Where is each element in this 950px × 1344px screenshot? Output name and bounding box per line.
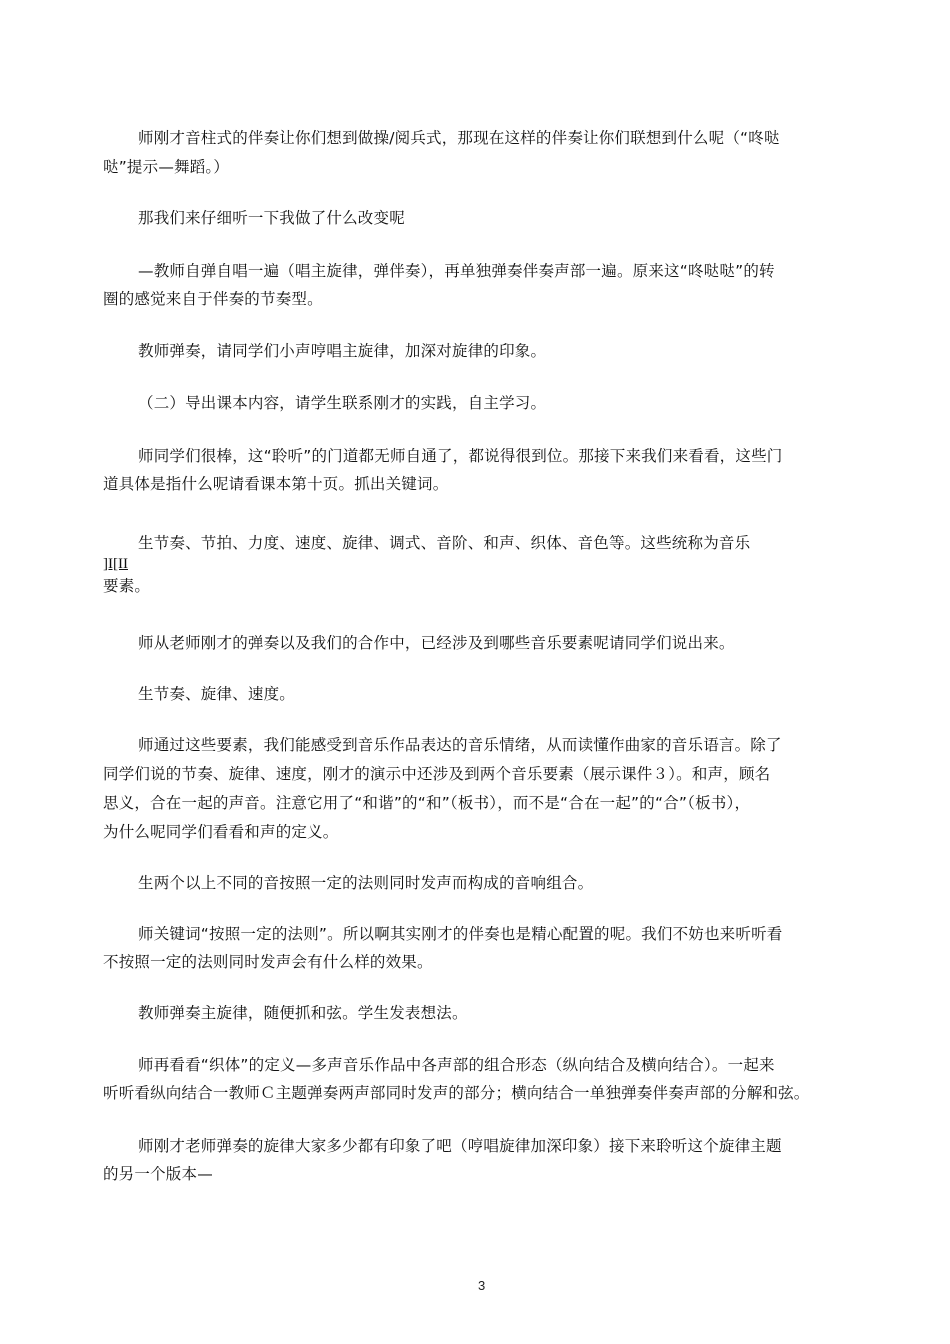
paragraph-14-line-2: 听听看纵向结合一教师Ｃ主题弹奏两声部同时发声的部分；横向结合一单独弹奏伴奏声部的分解和弦。 [103,1084,810,1102]
paragraph-12-line-1: 师关键词“按照一定的法则”。所以啊其实刚才的伴奏也是精心配置的呢。我们不妨也来听听看 [138,925,783,943]
paragraph-10-line-4: 为什么呢同学们看看和声的定义。 [103,823,339,841]
paragraph-7-artifact: ]I[II [103,556,128,572]
paragraph-1-line-1: 师刚才音柱式的伴奏让你们想到做操/阅兵式，那现在这样的伴奏让你们联想到什么呢（“咚哒 [138,129,780,147]
paragraph-13-line-1: 教师弹奏主旋律，随便抓和弦。学生发表想法。 [138,1004,468,1022]
paragraph-10-line-2: 同学们说的节奏、旋律、速度，刚才的演示中还涉及到两个音乐要素（展示课件３）。和声，顾名 [103,765,771,783]
paragraph-10-line-3: 思义，合在一起的声音。注意它用了“和谐”的“和”（板书），而不是“合在一起”的“合”（板书）， [103,794,751,812]
paragraph-1-line-2: 哒”提示—舞蹈。） [103,158,230,176]
paragraph-10-line-1: 师通过这些要素，我们能感受到音乐作品表达的音乐情绪，从而读懂作曲家的音乐语言。除了 [138,736,782,754]
paragraph-7-line-1: 生节奏、节拍、力度、速度、旋律、调式、音阶、和声、织体、音色等。这些统称为音乐 [138,534,751,552]
paragraph-6-line-1: 师同学们很棒，这“聆听”的门道都无师自通了，都说得很到位。那接下来我们来看看，这些门 [138,447,783,465]
paragraph-3-line-2: 圈的感觉来自于伴奏的节奏型。 [103,290,323,308]
paragraph-15-line-1: 师刚才老师弹奏的旋律大家多少都有印象了吧（哼唱旋律加深印象）接下来聆听这个旋律主题 [138,1137,782,1155]
paragraph-2-line-1: 那我们来仔细听一下我做了什么改变呢 [138,209,405,227]
paragraph-7-continuation: 要素。 [103,577,151,595]
page-number: 3 [478,1278,486,1293]
paragraph-5-line-1: （二）导出课本内容，请学生联系刚才的实践，自主学习。 [138,394,547,412]
paragraph-4-line-1: 教师弹奏，请同学们小声哼唱主旋律，加深对旋律的印象。 [138,342,547,360]
paragraph-12-line-2: 不按照一定的法则同时发声会有什么样的效果。 [103,953,433,971]
paragraph-9-line-1: 生节奏、旋律、速度。 [138,685,296,703]
paragraph-11-line-1: 生两个以上不同的音按照一定的法则同时发声而构成的音响组合。 [138,874,594,892]
paragraph-8-line-1: 师从老师刚才的弹奏以及我们的合作中，已经涉及到哪些音乐要素呢请同学们说出来。 [138,634,735,652]
paragraph-15-line-2: 的另一个版本— [103,1165,213,1183]
paragraph-3-line-1: —教师自弹自唱一遍（唱主旋律，弹伴奏），再单独弹奏伴奏声部一遍。原来这“咚哒哒”的转 [138,262,775,280]
paragraph-6-line-2: 道具体是指什么呢请看课本第十页。抓出关键词。 [103,475,449,493]
paragraph-14-line-1: 师再看看“织体”的定义—多声音乐作品中各声部的组合形态（纵向结合及横向结合）。一起来 [138,1056,775,1074]
